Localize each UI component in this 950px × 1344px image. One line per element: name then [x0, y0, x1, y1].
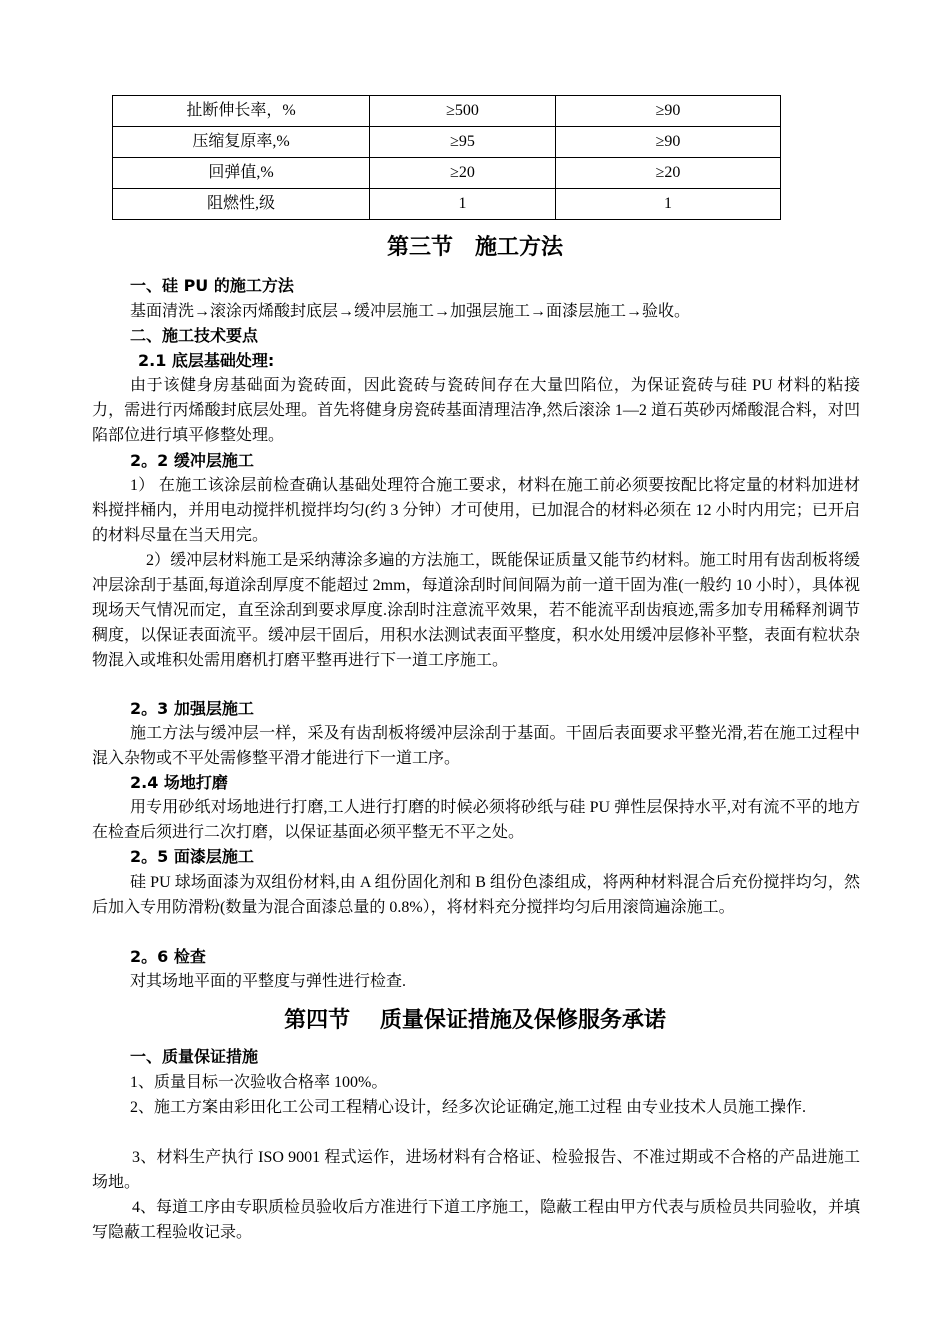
table-cell: ≥90	[556, 127, 781, 158]
section-3-title: 第三节 施工方法	[386, 235, 563, 260]
subheading-2-1: 2.1 底层基础处理:	[138, 351, 275, 370]
subheading-2-3: 2。3 加强层施工	[130, 699, 254, 718]
table-cell: ≥90	[556, 96, 781, 127]
table-cell: ≥95	[370, 127, 556, 158]
table-cell: 1	[556, 189, 781, 220]
paragraph-2-4: 用专用砂纸对场地进行打磨,工人进行打磨的时候必须将砂纸与硅 PU 弹性层保持水平,对有流不平的地方在检查后须进行二次打磨，以保证基面必须平整无不平之处。	[92, 799, 860, 841]
table-cell: ≥20	[556, 158, 781, 189]
subheading-2-2: 2。2 缓冲层施工	[130, 451, 254, 470]
paragraph-2-3: 施工方法与缓冲层一样，采及有齿刮板将缓冲层涂刮于基面。干固后表面要求平整光滑,若在施工过程中混入杂物或不平处需修整平滑才能进行下一道工序。	[92, 725, 860, 767]
table-cell: 回弹值,%	[113, 158, 370, 189]
table-cell: 压缩复原率,%	[113, 127, 370, 158]
subheading-2-6: 2。6 检查	[130, 947, 206, 966]
quality-item-4: 4、每道工序由专职质检员验收后方准进行下道工序施工，隐蔽工程由甲方代表与质检员共同验收，并填写隐蔽工程验收记录。	[92, 1199, 861, 1241]
heading-quality-measures: 一、质量保证措施	[130, 1047, 259, 1066]
table-cell: ≥20	[370, 158, 556, 189]
table-cell: 阻燃性,级	[113, 189, 370, 220]
heading-key-points: 二、施工技术要点	[130, 326, 259, 345]
subheading-2-5: 2。5 面漆层施工	[130, 847, 254, 866]
quality-item-2: 2、施工方案由彩田化工公司工程精心设计，经多次论证确定,施工过程 由专业技术人员施工操作.	[130, 1099, 807, 1116]
paragraph-2-6: 对其场地平面的平整度与弹性进行检查.	[130, 973, 407, 990]
subheading-2-4: 2.4 场地打磨	[130, 773, 228, 792]
properties-table-body	[113, 96, 781, 220]
heading-construction-method: 一、硅 PU 的施工方法	[130, 276, 294, 295]
table-row	[113, 127, 781, 158]
section-4-title: 第四节 质量保证措施及保修服务承诺	[284, 1008, 666, 1033]
paragraph-2-5: 硅 PU 球场面漆为双组份材料,由 A 组份固化剂和 B 组份色漆组成，将两种材料混合后充份搅拌均匀，然后加入专用防滑粉(数量为混合面漆总量的 0.8%），将材料充分搅拌均匀后用滚筒遍涂施工。	[92, 874, 860, 916]
table-cell: 扯断伸长率，%	[113, 96, 370, 127]
table-row	[113, 189, 781, 220]
properties-table	[112, 95, 781, 220]
quality-item-3: 3、材料生产执行 ISO 9001 程式运作，进场材料有合格证、检验报告、不准过期或不合格的产品进施工场地。	[92, 1149, 860, 1191]
table-cell: 1	[370, 189, 556, 220]
paragraph-2-2-2: 2）缓冲层材料施工是采纳薄涂多遍的方法施工，既能保证质量又能节约材料。施工时用有齿刮板将缓冲层涂刮于基面,每道涂刮厚度不能超过 2mm，每道涂刮时间间隔为前一道干固为准(一般约 10 小时），具体视现场天气情况而定，直至涂刮到要求厚度.涂刮时注意流平效果，若不能流平刮齿痕迹,需多加专用稀释剂调节稠度，以保证表面流平。缓冲层干固后，用积水法测试表面平整度，积水处用缓冲层修补平整，表面有粒状杂物混入或堆积处需用磨机打磨平整再进行下一道工序施工。	[92, 552, 861, 669]
paragraph-2-1: 由于该健身房基础面为瓷砖面，因此瓷砖与瓷砖间存在大量凹陷位，为保证瓷砖与硅 PU 材料的粘接力，需进行丙烯酸封底层处理。首先将健身房瓷砖基面清理洁净,然后滚涂 1—2 道石英砂丙烯酸混合料，对凹陷部位进行填平修整处理。	[92, 377, 860, 444]
table-row	[113, 96, 781, 127]
paragraph-2-2-1: 1） 在施工该涂层前检查确认基础处理符合施工要求，材料在施工前必须要按配比将定量的材料加进材料搅拌桶内，并用电动搅拌机搅拌均匀(约 3 分钟）才可使用，已加混合的材料必须在 12 小时内用完；已开启的材料尽量在当天用完。	[92, 477, 860, 544]
table-cell: ≥500	[370, 96, 556, 127]
quality-item-1: 1、质量目标一次验收合格率 100%。	[130, 1074, 388, 1091]
table-row	[113, 158, 781, 189]
method-flow-text: 基面清洗→滚涂丙烯酸封底层→缓冲层施工→加强层施工→面漆层施工→验收。	[130, 303, 691, 320]
